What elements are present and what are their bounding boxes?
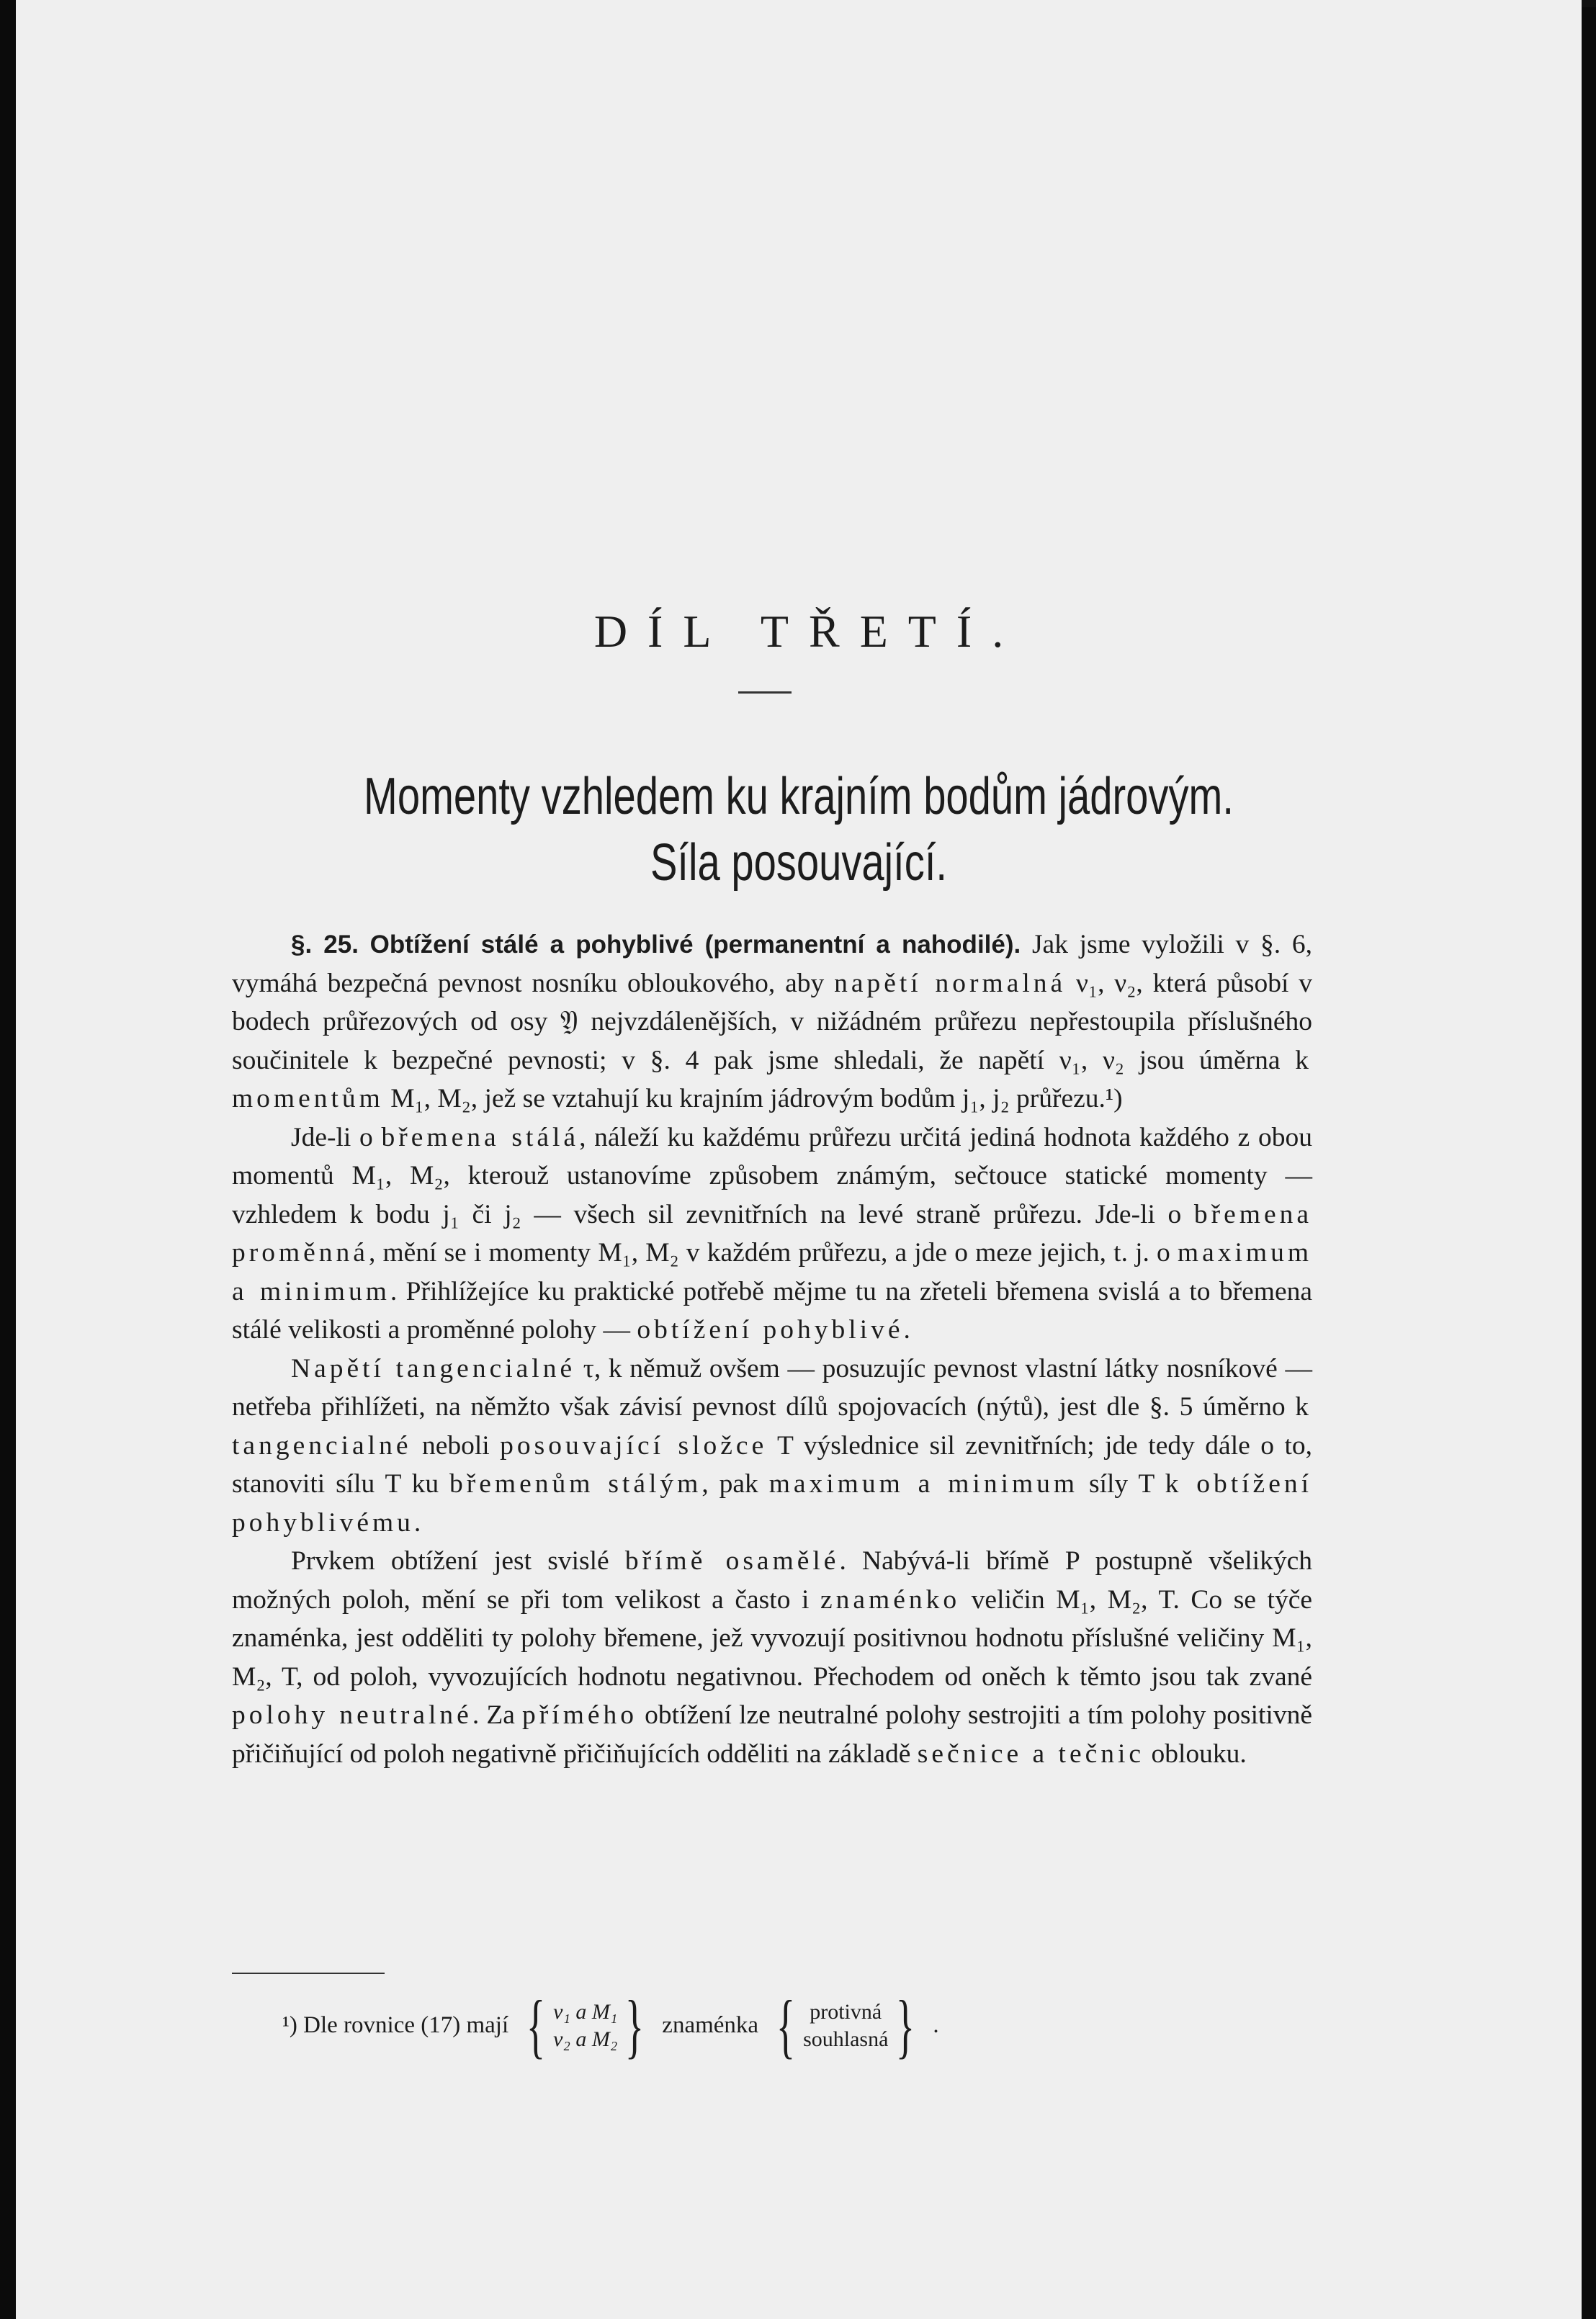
body-text bbox=[232, 925, 1312, 1773]
p4-emph-h: přímého bbox=[522, 1700, 638, 1730]
p3-text-j: síly T bbox=[1078, 1469, 1165, 1499]
paragraph-1 bbox=[232, 925, 1312, 1118]
p3-emph-a: Napětí tangencialné bbox=[291, 1353, 576, 1383]
p1-text-c: ν₁, ν₂, která působí v bodech průřezových od osy 𝔜 nejvzdálenějších, v nižádném průřezu nepřestoupila příslušného součinitele k bezpečné pevnosti; v §. 4 pak jsme shledali, že napětí ν₁, ν₂ jsou úměrna bbox=[232, 968, 1312, 1075]
footnote-tail: . bbox=[933, 2012, 939, 2038]
footnote-right-row-2: souhlasná bbox=[803, 2027, 889, 2051]
footnote-left-bracket-group bbox=[519, 1985, 652, 2065]
p3-text-b: τ, k němuž ovšem — posuzujíc pevnost vlastní látky nosníkové — netřeba přihlížeti, na němžto však závisí pevnost dílů spojovacích (nýtů), jest dle §. 5 úměrno bbox=[232, 1353, 1312, 1422]
p2-text-e: , mění se i momenty M₁, M₂ v každém průřezu, a jde o meze jejich, t. j. o bbox=[368, 1238, 1178, 1268]
p2-emph-b: břemena stálá bbox=[381, 1122, 580, 1152]
p4-text-i: obtížení lze neutralné polohy sestrojiti a tím polohy positivně přičiňující od poloh negativně přičiňujících odděliti na základě bbox=[232, 1700, 1312, 1769]
footnote-lead: ¹) Dle rovnice (17) mají bbox=[282, 2012, 509, 2038]
section-heading: Obtížení stálé a pohyblivé (permanentní a nahodilé). bbox=[369, 930, 1021, 959]
left-brace-icon: { bbox=[776, 1985, 796, 2065]
book-page bbox=[16, 0, 1582, 2319]
chapter-title-line-1: Momenty vzhledem ku krajním bodům jádrovým. bbox=[364, 768, 1234, 825]
p4-text-g: . Za bbox=[472, 1700, 523, 1730]
footnote-right-row-1: protivná bbox=[810, 1999, 882, 2024]
p3-emph-i: maximum a minimum bbox=[768, 1469, 1079, 1499]
footnote bbox=[282, 1985, 939, 2065]
p2-emph-h: obtížení pohyblivé bbox=[637, 1315, 904, 1345]
footnote-right-bracket-group bbox=[768, 1985, 923, 2065]
footnote-middle: znaménka bbox=[662, 2012, 759, 2038]
p3-text-h: , pak bbox=[701, 1469, 769, 1499]
chapter-title-line-2: Síla posouvající. bbox=[650, 834, 948, 892]
p4-text-c: . Nabývá-li břímě P postupně všelikých možných poloh, mění se při tom velikost a často i bbox=[232, 1546, 1312, 1615]
p3-text-d: neboli bbox=[411, 1430, 501, 1461]
p4-text-e: veličin M₁, M₂, T. Co se týče znaménka, jest odděliti ty polohy břemene, jež vyvozují positivnou hodnotu příslušné veličiny M₁, M₂, T, od poloh, vyvozujících hodnotu negativnou. Přechodem od oněch k těmto jsou tak zvané bbox=[232, 1584, 1312, 1692]
p2-text-c: , náleží ku každému průřezu určitá jediná hodnota každého z obou momentů M₁, M₂, kterouž ustanovíme způsobem známým, sečtouce statické momenty — vzhledem k bodu j₁ či j₂ — všech sil zevnitřních na levé straně průřezu. Jde-li o bbox=[232, 1122, 1312, 1229]
footnote-divider bbox=[232, 1973, 385, 1974]
p3-emph-e: posouvající složce bbox=[500, 1430, 768, 1461]
left-brace-icon: { bbox=[526, 1985, 546, 2065]
right-brace-icon: } bbox=[896, 1985, 915, 2065]
p4-text-k: oblouku. bbox=[1144, 1739, 1247, 1769]
part-title: DÍL TŘETÍ. bbox=[593, 606, 1024, 657]
p2-text-i: . bbox=[903, 1315, 910, 1345]
p4-emph-b: břímě osamělé bbox=[624, 1546, 840, 1576]
paragraph-4 bbox=[232, 1542, 1312, 1773]
right-brace-icon: } bbox=[625, 1985, 645, 2065]
p2-text-g: . Přihlížejíce ku praktické potřebě mějme tu na zřeteli břemena svislá a to břemena stálé velikosti a proměnné polohy — bbox=[232, 1276, 1312, 1345]
footnote-left-row-2: ν₂ a M₂ bbox=[553, 2027, 618, 2051]
p1-text-e: M₁, M₂, jež se vztahují ku krajním jádrovým bodům j₁, j₂ průřezu.¹) bbox=[383, 1084, 1123, 1113]
p3-text-f: T výslednice sil zevnitřních; jde tedy dále o to, stanoviti sílu T ku bbox=[232, 1430, 1312, 1499]
p3-text-l: . bbox=[413, 1507, 421, 1538]
chapter-title bbox=[188, 763, 1409, 896]
p4-emph-f: polohy neutralné bbox=[232, 1700, 472, 1730]
p3-emph-g: břemenům stálým bbox=[449, 1469, 702, 1499]
footnote-right-stack bbox=[803, 1999, 888, 2053]
p2-emph-d: břemena proměnná bbox=[232, 1199, 1312, 1268]
footnote-left-stack bbox=[553, 1999, 617, 2053]
p4-emph-j: sečnice a tečnic bbox=[917, 1739, 1145, 1769]
p1-text-a: Jak jsme vyložili v §. 6, vymáhá bezpečná pevnost nosníku obloukového, aby bbox=[232, 930, 1312, 998]
section-number: §. 25. bbox=[291, 930, 359, 959]
paragraph-2 bbox=[232, 1118, 1312, 1350]
p2-text-a: Jde-li o bbox=[291, 1122, 382, 1152]
p3-emph-k: k obtížení pohyblivému bbox=[232, 1469, 1313, 1538]
paragraph-3 bbox=[232, 1350, 1312, 1543]
p2-emph-f: maximum a minimum bbox=[232, 1238, 1312, 1306]
p1-emph-d: k momentům bbox=[232, 1045, 1312, 1113]
p4-text-a: Prvkem obtížení jest svislé bbox=[291, 1546, 625, 1576]
footnote-left-row-1: ν₁ a M₁ bbox=[553, 1999, 618, 2024]
p4-emph-d: znaménko bbox=[820, 1584, 961, 1615]
p1-emph-b: napětí normalná bbox=[834, 968, 1067, 998]
title-divider bbox=[738, 691, 792, 694]
p3-emph-c: k tangencialné bbox=[232, 1392, 1312, 1461]
